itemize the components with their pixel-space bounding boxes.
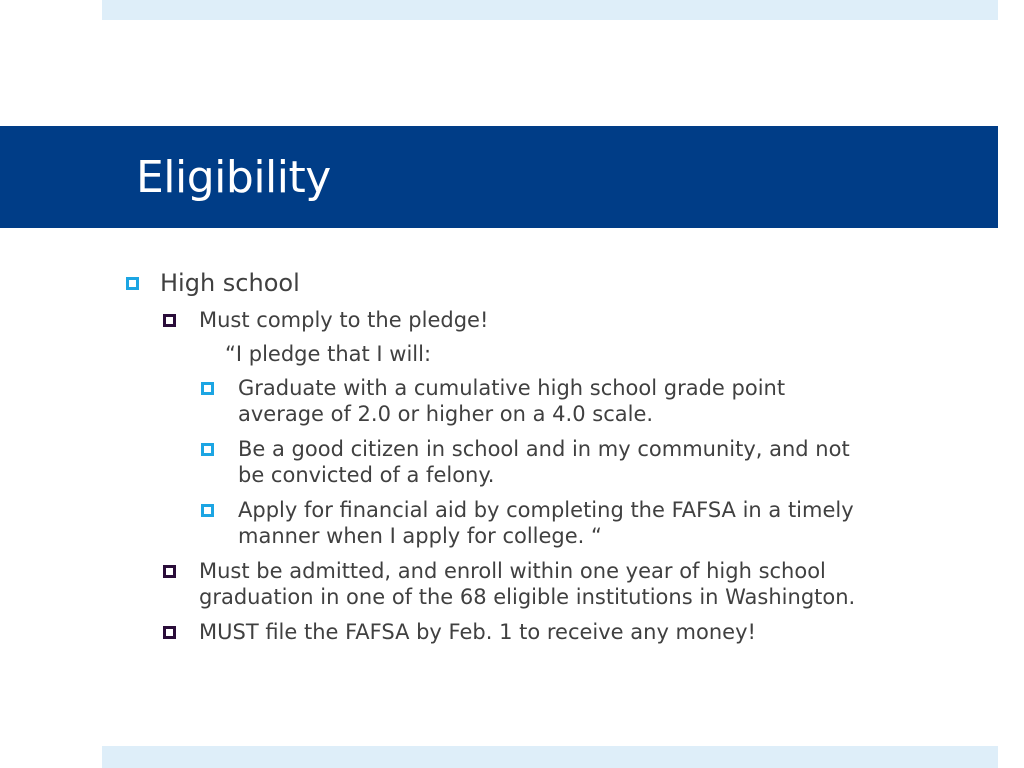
bullet-admitted-line2: graduation in one of the 68 eligible institutions in Washington. bbox=[199, 585, 856, 609]
square-bullet-icon bbox=[163, 314, 176, 327]
slide-title: Eligibility bbox=[136, 152, 331, 203]
square-bullet-icon bbox=[163, 626, 176, 639]
pledge-intro: “I pledge that I will: bbox=[225, 342, 432, 366]
square-bullet-icon bbox=[201, 382, 214, 395]
bullet-fafsa: MUST file the FAFSA by Feb. 1 to receive any money! bbox=[199, 620, 756, 644]
bottom-accent-band bbox=[102, 746, 998, 768]
square-bullet-icon bbox=[163, 565, 176, 578]
bullet-high-school: High school bbox=[160, 269, 300, 297]
pledge-item-2-line2: be convicted of a felony. bbox=[238, 463, 495, 487]
square-bullet-icon bbox=[201, 504, 214, 517]
pledge-item-1-line2: average of 2.0 or higher on a 4.0 scale. bbox=[238, 402, 654, 426]
square-bullet-icon bbox=[126, 277, 139, 290]
bullet-admitted-line1: Must be admitted, and enroll within one year of high school bbox=[199, 559, 826, 583]
pledge-item-1-line1: Graduate with a cumulative high school grade point bbox=[238, 376, 786, 400]
pledge-item-2-line1: Be a good citizen in school and in my community, and not bbox=[238, 437, 850, 461]
square-bullet-icon bbox=[201, 443, 214, 456]
pledge-item-3-line2: manner when I apply for college. “ bbox=[238, 524, 602, 548]
bullet-comply: Must comply to the pledge! bbox=[199, 308, 489, 332]
pledge-item-3-line1: Apply for financial aid by completing the FAFSA in a timely bbox=[238, 498, 854, 522]
